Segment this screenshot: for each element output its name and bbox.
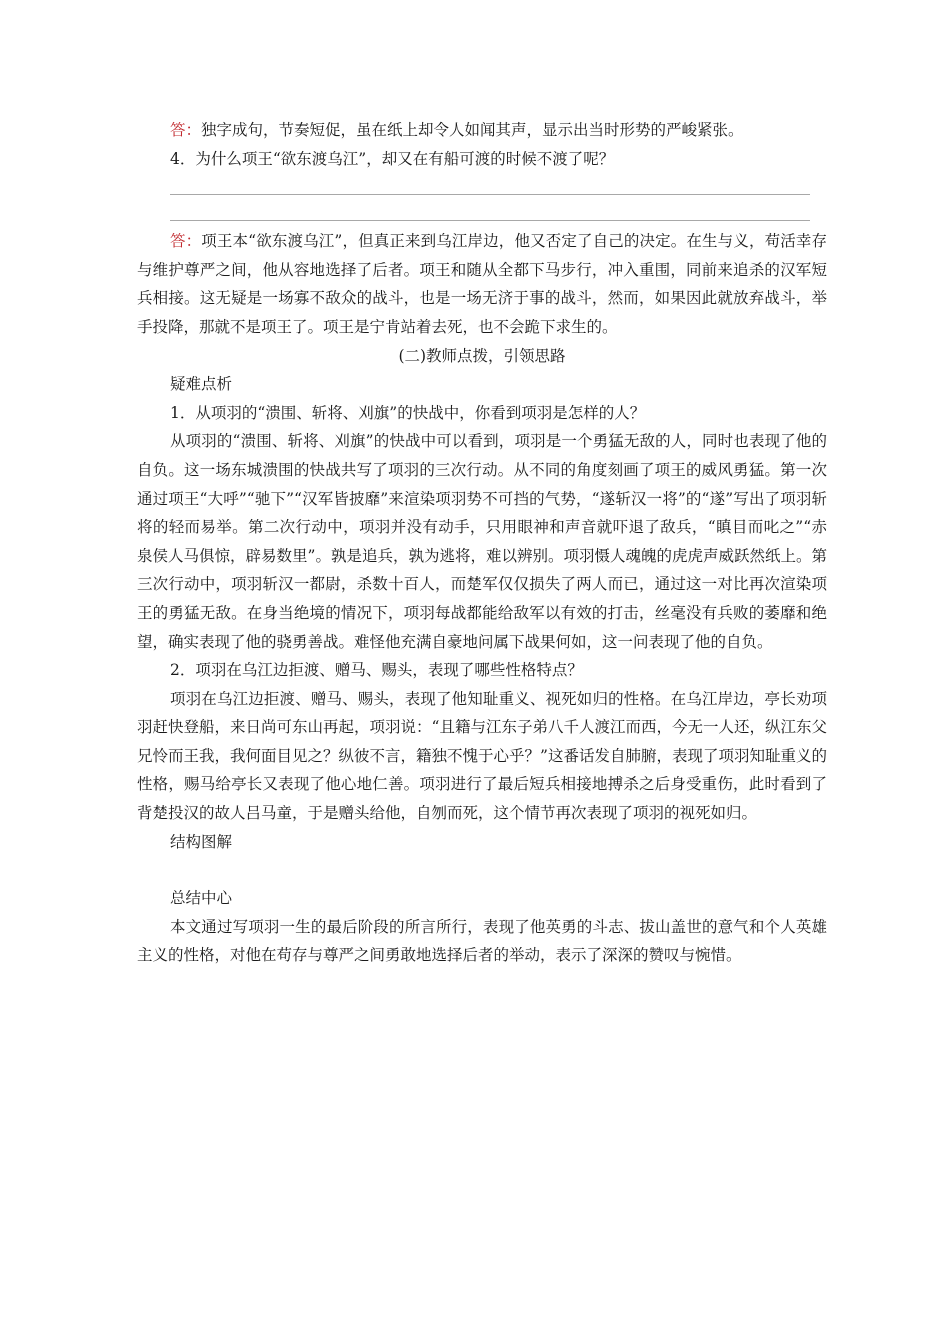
answer-line-2 [170,220,810,221]
answer-label: 答： [170,121,202,139]
q3-answer-text: 独字成句，节奏短促，虽在纸上却令人如闻其声，显示出当时形势的严峻紧张。 [201,121,744,139]
point1-answer: 从项羽的“溃围、斩将、刈旗”的快战中可以看到，项羽是一个勇猛无敌的人，同时也表现了他的自负。这一场东城溃围的快战共写了项羽的三次行动。从不同的角度刻画了项王的威风勇猛。第一次通过项王“大呼”“驰下”“汉军皆披靡”来渲染项羽势不可挡的气势，“遂斩汉一将”的“遂”写出了项羽斩将的轻而易举。第二次行动中，项羽并没有动手，只用眼神和声音就吓退了敌兵，“瞋目而叱之”“赤泉侯人马俱惊，辟易数里”。孰是追兵，孰为逃将，难以辨别。项羽慑人魂魄的虎虎声威跃然纸上。第三次行动中，项羽斩汉一都尉，杀数十百人，而楚军仅仅损失了两人而已，通过这一对比再次渲染项王的勇猛无敌。在身当绝境的情况下，项羽每战都能给敌军以有效的打击，丝毫没有兵败的萎靡和绝望，确实表现了他的骁勇善战。难怪他充满自豪地问属下战果何如，这一问表现了他的自负。 [137,432,827,651]
q3-answer-paragraph [137,116,827,145]
structure-diagram-area [137,856,827,884]
structure-heading: 结构图解 [170,832,233,851]
answer-line-1 [170,194,810,195]
summary-heading: 总结中心 [170,889,233,908]
q4-question: 4．为什么项王“欲东渡乌江”，却又在有船可渡的时候不渡了呢？ [170,149,615,168]
point1-question: 1．从项羽的“溃围、斩将、刈旗”的快战中，你看到项羽是怎样的人？ [170,403,646,422]
document-page [137,116,827,970]
answer-label: 答： [170,232,202,251]
q4-answer-text: 项王本“欲东渡乌江”，但真正来到乌江岸边，他又否定了自己的决定。在生与义，苟活幸存与维护尊严之间，他从容地选择了后者。项王和随从全都下马步行，冲入重围，同前来追杀的汉军短兵相接。这无疑是一场寡不敌众的战斗，也是一场无济于事的战斗，然而，如果因此就放弃战斗，举手投降，那就不是项王了。项王是宁肯站着去死，也不会跪下求生的。 [137,232,827,336]
q4-answer-paragraph [137,227,827,341]
summary-text: 本文通过写项羽一生的最后阶段的所言所行，表现了他英勇的斗志、拔山盖世的意气和个人英雄主义的性格，对他在苟存与尊严之间勇敢地选择后者的举动，表示了深深的赞叹与惋惜。 [137,917,827,965]
difficult-heading: 疑难点析 [170,375,233,394]
point2-question: 2．项羽在乌江边拒渡、赠马、赐头，表现了哪些性格特点？ [170,661,583,680]
point2-answer: 项羽在乌江边拒渡、赠马、赐头，表现了他知耻重义、视死如归的性格。在乌江岸边，亭长劝项羽赶快登船，来日尚可东山再起，项羽说：“且籍与江东子弟八千人渡江而西，今无一人还，纵江东父兄怜而王我，我何面目见之？纵彼不言，籍独不愧于心乎？”这番话发自肺腑，表现了项羽知耻重义的性格，赐马给亭长又表现了他心地仁善。项羽进行了最后短兵相接地搏杀之后身受重伤，此时看到了背楚投汉的故人吕马童，于是赠头给他，自刎而死，这个情节再次表现了项羽的视死如归。 [137,689,827,823]
section-title: (二)教师点拨，引领思路 [398,346,566,365]
